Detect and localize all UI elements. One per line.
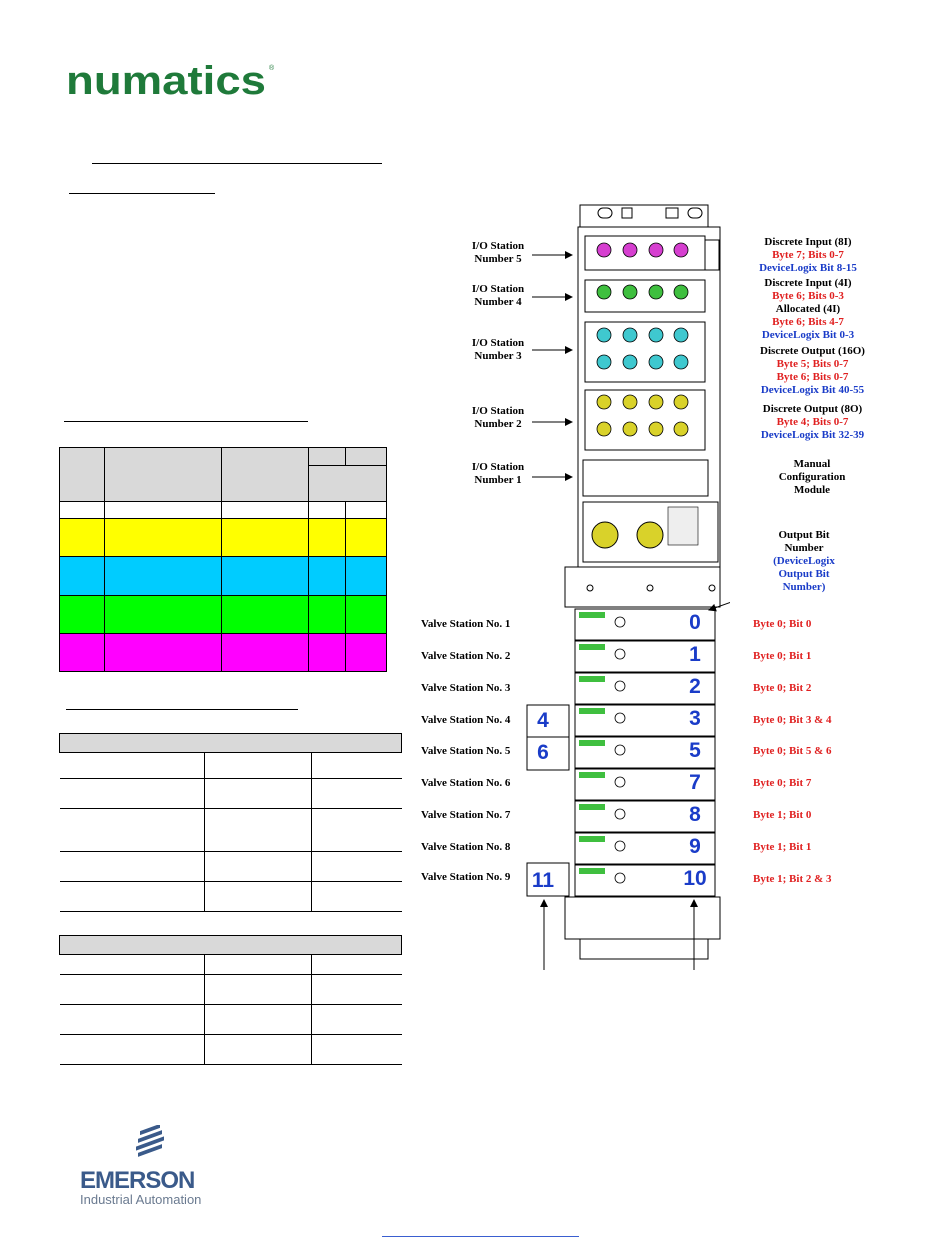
heading-line	[66, 709, 298, 710]
manifold-diagram	[420, 200, 730, 980]
table-row	[60, 852, 402, 882]
table-row	[60, 753, 402, 779]
do8-description: Discrete Output (8O) Byte 4; Bits 0-7 DeviceLogix Bit 32-39	[760, 403, 865, 441]
output-bit-number: 2	[689, 675, 701, 698]
bit-assignment: Byte 0; Bit 0	[753, 618, 812, 630]
table-row	[60, 975, 402, 1005]
table-row	[60, 502, 387, 519]
output-bit-number: 1	[689, 643, 701, 666]
do16-description: Discrete Output (16O) Byte 5; Bits 0-7 Byte 6; Bits 0-7 DeviceLogix Bit 40-55	[760, 345, 865, 396]
numatics-logo	[66, 60, 276, 100]
io-station-3-label: I/O Station Number 3	[471, 337, 525, 362]
di8-description: Discrete Input (8I) Byte 7; Bits 0-7 DeviceLogix Bit 8-15	[759, 236, 857, 274]
bit-assignment: Byte 0; Bit 5 & 6	[753, 745, 832, 757]
table-row	[60, 882, 402, 912]
heading-line	[92, 163, 382, 164]
spec-table-2	[59, 935, 402, 1065]
valve-station-label: Valve Station No. 2	[421, 650, 511, 662]
output-bit-number: 11	[531, 869, 555, 892]
svg-text:numatics: numatics	[66, 60, 266, 100]
io-station-4-label: I/O Station Number 4	[471, 283, 525, 308]
footer-link-line	[382, 1236, 579, 1237]
table-row	[60, 1005, 402, 1035]
bit-assignment: Byte 1; Bit 0	[753, 809, 812, 821]
spec-table-1	[59, 733, 402, 912]
emerson-logo: EMERSON Industrial Automation	[80, 1125, 220, 1200]
output-bit-number: 3	[689, 707, 701, 730]
table-row	[60, 1035, 402, 1065]
io-station-1-label: I/O Station Number 1	[471, 461, 525, 486]
table-row	[60, 779, 402, 809]
output-bit-number: 10	[683, 867, 707, 890]
valve-station-label: Valve Station No. 9	[421, 871, 511, 883]
table-row	[60, 557, 387, 595]
bit-assignment: Byte 1; Bit 2 & 3	[753, 873, 832, 885]
output-bit-number: 7	[689, 771, 701, 794]
output-bit-number: 4	[537, 709, 549, 732]
valve-station-label: Valve Station No. 8	[421, 841, 511, 853]
output-bit-number: 8	[689, 803, 701, 826]
bit-assignment: Byte 0; Bit 7	[753, 777, 812, 789]
valve-station-label: Valve Station No. 3	[421, 682, 511, 694]
manual-config-description: Manual Configuration Module	[778, 458, 846, 496]
valve-station-label: Valve Station No. 6	[421, 777, 511, 789]
table-row	[60, 519, 387, 557]
output-bit-number: 0	[689, 611, 701, 634]
output-bit-number: 9	[689, 835, 701, 858]
output-bit-label: Output Bit Number (DeviceLogix Output Bit Number)	[773, 529, 835, 593]
valve-station-label: Valve Station No. 1	[421, 618, 511, 630]
table-row	[60, 809, 402, 852]
table-row	[60, 633, 387, 671]
emerson-emblem-icon	[80, 1125, 220, 1165]
heading-line	[69, 193, 215, 194]
bit-assignment: Byte 0; Bit 1	[753, 650, 812, 662]
bit-assignment: Byte 0; Bit 3 & 4	[753, 714, 832, 726]
valve-station-label: Valve Station No. 4	[421, 714, 511, 726]
io-station-5-label: I/O Station Number 5	[471, 240, 525, 265]
di4-description: Discrete Input (4I) Byte 6; Bits 0-3 Allocated (4I) Byte 6; Bits 4-7 DeviceLogix Bit 0-3	[761, 277, 855, 341]
bit-assignment: Byte 0; Bit 2	[753, 682, 812, 694]
table-row	[60, 595, 387, 633]
table-row	[60, 955, 402, 975]
io-station-2-label: I/O Station Number 2	[471, 405, 525, 430]
valve-station-label: Valve Station No. 7	[421, 809, 511, 821]
color-table	[59, 447, 387, 672]
bit-assignment: Byte 1; Bit 1	[753, 841, 812, 853]
svg-text:®: ®	[269, 65, 275, 72]
output-bit-number: 6	[537, 741, 549, 764]
output-bit-number: 5	[689, 739, 701, 762]
valve-station-label: Valve Station No. 5	[421, 745, 511, 757]
heading-line	[64, 421, 308, 422]
